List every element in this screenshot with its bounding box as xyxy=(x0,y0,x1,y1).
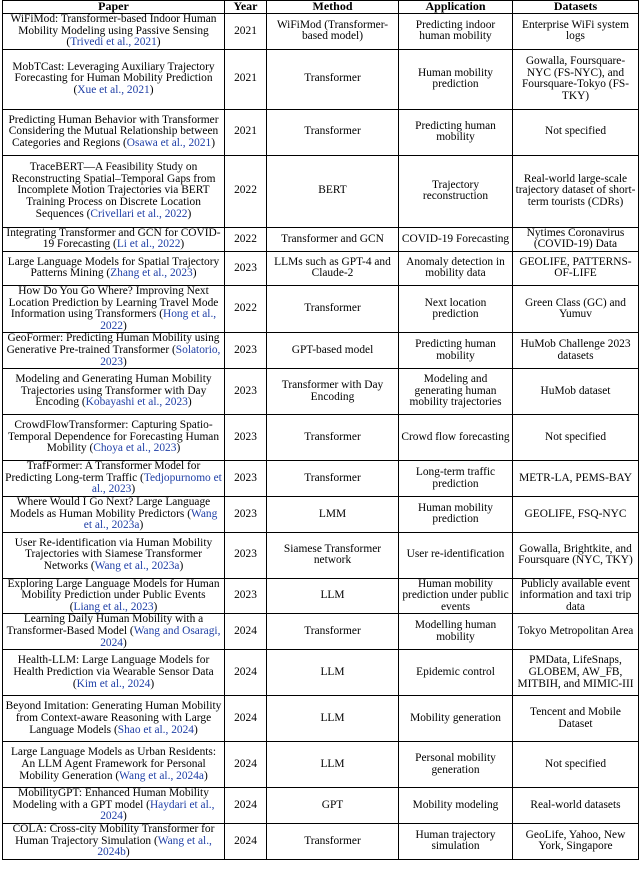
year-cell: 2024 xyxy=(225,650,267,696)
table-row xyxy=(3,333,639,369)
citation-close: ) xyxy=(203,769,208,782)
paper-title: Beyond Imitation: Generating Human Mobility from Context-aware Reasoning with Large Language Models ( xyxy=(5,700,222,736)
year-cell: 2023 xyxy=(225,251,267,285)
paper-title: Where Would I Go Next? Large Language Models as Human Mobility Predictors ( xyxy=(9,496,211,520)
application-cell: Modeling and generating human mobility trajectories xyxy=(399,369,513,415)
application-cell: User re-identification xyxy=(399,532,513,578)
datasets-cell: Not specified xyxy=(513,109,639,155)
header-row xyxy=(3,1,639,14)
method-cell: LLM xyxy=(267,650,399,696)
year-cell: 2022 xyxy=(225,227,267,251)
datasets-cell: Nytimes Coronavirus (COVID-19) Data xyxy=(513,227,639,251)
application-cell: Modelling human mobility xyxy=(399,614,513,650)
method-cell: LLM xyxy=(267,578,399,614)
year-cell: 2024 xyxy=(225,696,267,742)
citation-close: ) xyxy=(122,355,127,368)
paper-title: WiFiMod: Transformer-based Indoor Human Mobility Modeling using Passive Sensing ( xyxy=(10,13,217,49)
citation-link[interactable]: Kim et al., 2024 xyxy=(76,677,151,690)
citation-close: ) xyxy=(187,207,192,220)
year-cell: 2024 xyxy=(225,824,267,860)
application-cell: Long-term traffic prediction xyxy=(399,461,513,497)
citation-link[interactable]: Wang et al., 2023a xyxy=(94,559,180,572)
paper-cell xyxy=(3,824,225,860)
year-cell: 2024 xyxy=(225,742,267,788)
citation-close: ) xyxy=(153,600,158,613)
header-method: Method xyxy=(267,1,399,14)
paper-cell xyxy=(3,251,225,285)
method-cell: BERT xyxy=(267,155,399,227)
paper-title: MobilityGPT: Enhanced Human Mobility Modeling with a GPT model ( xyxy=(12,787,209,811)
paper-cell xyxy=(3,614,225,650)
paper-cell xyxy=(3,650,225,696)
paper-cell xyxy=(3,578,225,614)
citation-link[interactable]: Crivellari et al., 2022 xyxy=(90,207,188,220)
citation-link[interactable]: Li et al., 2022 xyxy=(116,238,181,251)
table-row xyxy=(3,824,639,860)
table-row xyxy=(3,14,639,50)
citation-close: ) xyxy=(139,519,144,532)
method-cell: LMM xyxy=(267,496,399,532)
header-year: Year xyxy=(225,1,267,14)
table-row xyxy=(3,251,639,285)
citation-close: ) xyxy=(180,238,185,251)
paper-cell xyxy=(3,155,225,227)
application-cell: Human trajectory simulation xyxy=(399,824,513,860)
citation-close: ) xyxy=(150,677,155,690)
papers-table xyxy=(2,0,639,860)
citation-link[interactable]: Kobayashi et al., 2023 xyxy=(85,396,188,409)
datasets-cell: HuMob dataset xyxy=(513,369,639,415)
header-application: Application xyxy=(399,1,513,14)
year-cell: 2023 xyxy=(225,415,267,461)
paper-title: User Re-identification via Human Mobility Trajectories with Siamese Transformer Networks ( xyxy=(14,536,213,572)
table-row xyxy=(3,788,639,824)
method-cell: Transformer xyxy=(267,614,399,650)
year-cell: 2021 xyxy=(225,49,267,109)
citation-link[interactable]: Xue et al., 2021 xyxy=(77,84,150,97)
paper-cell xyxy=(3,696,225,742)
paper-cell xyxy=(3,49,225,109)
year-cell: 2024 xyxy=(225,788,267,824)
year-cell: 2023 xyxy=(225,532,267,578)
paper-cell xyxy=(3,788,225,824)
application-cell: Human mobility prediction xyxy=(399,496,513,532)
datasets-cell: Not specified xyxy=(513,415,639,461)
paper-cell xyxy=(3,109,225,155)
application-cell: Next location prediction xyxy=(399,285,513,332)
year-cell: 2024 xyxy=(225,614,267,650)
year-cell: 2023 xyxy=(225,333,267,369)
table-row xyxy=(3,227,639,251)
datasets-cell: Publicly available event information and taxi trip data xyxy=(513,578,639,614)
application-cell: Predicting indoor human mobility xyxy=(399,14,513,50)
citation-link[interactable]: Wang and Osaragi, 2024 xyxy=(100,625,221,649)
citation-link[interactable]: Solatorio, 2023 xyxy=(100,343,221,368)
table-body xyxy=(3,14,639,860)
table-row xyxy=(3,109,639,155)
application-cell: Predicting human mobility xyxy=(399,333,513,369)
citation-link[interactable]: Choya et al., 2023 xyxy=(93,442,177,455)
paper-cell xyxy=(3,496,225,532)
table-row xyxy=(3,415,639,461)
citation-close: ) xyxy=(122,636,127,649)
method-cell: Transformer xyxy=(267,49,399,109)
citation-close: ) xyxy=(131,483,136,496)
citation-link[interactable]: Zhang et al., 2023 xyxy=(110,267,193,280)
method-cell: Transformer xyxy=(267,109,399,155)
year-cell: 2021 xyxy=(225,109,267,155)
datasets-cell: GEOLIFE, FSQ-NYC xyxy=(513,496,639,532)
paper-cell xyxy=(3,369,225,415)
paper-title: Health-LLM: Large Language Models for Health Prediction via Wearable Sensor Data ( xyxy=(13,654,214,690)
table-row xyxy=(3,461,639,497)
application-cell: Anomaly detection in mobility data xyxy=(399,251,513,285)
table-row xyxy=(3,532,639,578)
header-paper: Paper xyxy=(3,1,225,14)
application-cell: Predicting human mobility xyxy=(399,109,513,155)
citation-link[interactable]: Wang et al., 2024b xyxy=(97,834,212,859)
paper-cell xyxy=(3,415,225,461)
citation-close: ) xyxy=(149,84,154,97)
method-cell: Transformer xyxy=(267,415,399,461)
method-cell: WiFiMod (Transformer-based model) xyxy=(267,14,399,50)
method-cell: Transformer with Day Encoding xyxy=(267,369,399,415)
citation-close: ) xyxy=(156,36,161,49)
paper-title: Integrating Transformer and GCN for COVID-19 Forecasting ( xyxy=(6,227,221,251)
method-cell: Transformer xyxy=(267,285,399,332)
paper-title: Exploring Large Language Models for Human Mobility Prediction under Public Events ( xyxy=(7,578,220,613)
application-cell: Human mobility prediction under public events xyxy=(399,578,513,614)
datasets-cell: Tencent and Mobile Dataset xyxy=(513,696,639,742)
citation-link[interactable]: Wang et al., 2023a xyxy=(83,507,218,532)
application-cell: Trajectory reconstruction xyxy=(399,155,513,227)
year-cell: 2023 xyxy=(225,369,267,415)
citation-link[interactable]: Trivedi et al., 2021 xyxy=(70,36,157,49)
table-row xyxy=(3,696,639,742)
datasets-cell: HuMob Challenge 2023 datasets xyxy=(513,333,639,369)
datasets-cell: Gowalla, Foursquare-NYC (FS-NYC), and Foursquare-Tokyo (FS-TKY) xyxy=(513,49,639,109)
method-cell: Transformer and GCN xyxy=(267,227,399,251)
citation-close: ) xyxy=(192,267,197,280)
datasets-cell: Real-world datasets xyxy=(513,788,639,824)
table-row xyxy=(3,578,639,614)
table-row xyxy=(3,285,639,332)
datasets-cell: Not specified xyxy=(513,742,639,788)
datasets-cell: METR-LA, PEMS-BAY xyxy=(513,461,639,497)
datasets-cell: Tokyo Metropolitan Area xyxy=(513,614,639,650)
citation-link[interactable]: Hong et al., 2022 xyxy=(100,308,217,332)
method-cell: LLMs such as GPT-4 and Claude-2 xyxy=(267,251,399,285)
citation-close: ) xyxy=(211,137,216,150)
table-row xyxy=(3,614,639,650)
paper-title: Modeling and Generating Human Mobility Trajectories using Transformer with Day Encoding ( xyxy=(15,373,212,409)
application-cell: Mobility generation xyxy=(399,696,513,742)
header-datasets: Datasets xyxy=(513,1,639,14)
table-row xyxy=(3,369,639,415)
citation-close: ) xyxy=(187,396,192,409)
citation-link[interactable]: Shao et al., 2024 xyxy=(117,723,195,736)
datasets-cell: Green Class (GC) and Yumuv xyxy=(513,285,639,332)
paper-title: TrafFormer: A Transformer Model for Predicting Long-term Traffic ( xyxy=(5,460,201,484)
application-cell: Epidemic control xyxy=(399,650,513,696)
year-cell: 2022 xyxy=(225,155,267,227)
application-cell: Personal mobility generation xyxy=(399,742,513,788)
paper-cell xyxy=(3,227,225,251)
paper-cell xyxy=(3,532,225,578)
table-row xyxy=(3,742,639,788)
paper-title: COLA: Cross-city Mobility Transformer for Human Trajectory Simulation ( xyxy=(12,823,215,847)
application-cell: COVID-19 Forecasting xyxy=(399,227,513,251)
citation-close: ) xyxy=(194,723,198,736)
table-row xyxy=(3,650,639,696)
datasets-cell: GeoLife, Yahoo, New York, Singapore xyxy=(513,824,639,860)
citation-link[interactable]: Tedjopurnomo et al., 2023 xyxy=(91,471,222,496)
citation-close: ) xyxy=(179,559,184,572)
paper-title: Predicting Human Behavior with Transformer Considering the Mutual Relationship between Categories and Regions ( xyxy=(8,113,219,150)
citation-close: ) xyxy=(122,319,127,332)
datasets-cell: Gowalla, Brightkite, and Foursquare (NYC, TKY) xyxy=(513,532,639,578)
paper-title: GeoFormer: Predicting Human Mobility using Generative Pre-trained Transformer ( xyxy=(6,332,220,356)
paper-title: Learning Daily Human Mobility with a Transformer-Based Model ( xyxy=(6,613,204,638)
paper-title: TraceBERT—A Feasibility Study on Reconstructing Spatial–Temporal Gaps from Incomplete Motion Trajectories via BERT Training Process on Discrete Location Sequences ( xyxy=(11,161,216,220)
method-cell: Siamese Transformer network xyxy=(267,532,399,578)
year-cell: 2021 xyxy=(225,14,267,50)
year-cell: 2023 xyxy=(225,496,267,532)
citation-link[interactable]: Wang et al., 2024a xyxy=(119,769,204,782)
paper-title: Large Language Models as Urban Residents: An LLM Agent Framework for Personal Mobility Generation ( xyxy=(10,746,217,782)
paper-cell xyxy=(3,14,225,50)
table-row xyxy=(3,155,639,227)
datasets-cell: PMData, LifeSnaps, GLOBEM, AW_FB, MITBIH, and MIMIC-III xyxy=(513,650,639,696)
datasets-cell: Enterprise WiFi system logs xyxy=(513,14,639,50)
application-cell: Mobility modeling xyxy=(399,788,513,824)
table-row xyxy=(3,496,639,532)
paper-title: Large Language Models for Spatial Trajectory Patterns Mining ( xyxy=(7,255,220,280)
year-cell: 2023 xyxy=(225,461,267,497)
method-cell: GPT-based model xyxy=(267,333,399,369)
year-cell: 2023 xyxy=(225,578,267,614)
paper-title: How Do You Go Where? Improving Next Location Prediction by Learning Travel Mode Information using Transformers ( xyxy=(8,285,219,321)
method-cell: LLM xyxy=(267,742,399,788)
citation-close: ) xyxy=(125,846,130,859)
datasets-cell: GEOLIFE, PATTERNS-OF-LIFE xyxy=(513,251,639,285)
application-cell: Human mobility prediction xyxy=(399,49,513,109)
method-cell: GPT xyxy=(267,788,399,824)
method-cell: Transformer xyxy=(267,824,399,860)
method-cell: LLM xyxy=(267,696,399,742)
citation-link[interactable]: Liang et al., 2023 xyxy=(73,600,154,613)
citation-close: ) xyxy=(122,810,127,823)
citation-close: ) xyxy=(176,442,181,455)
table-row xyxy=(3,49,639,109)
method-cell: Transformer xyxy=(267,461,399,497)
datasets-cell: Real-world large-scale trajectory dataset of short-term tourists (CDRs) xyxy=(513,155,639,227)
citation-link[interactable]: Haydari et al., 2024 xyxy=(100,798,215,823)
paper-cell xyxy=(3,333,225,369)
paper-cell xyxy=(3,285,225,332)
paper-title: CrowdFlowTransformer: Capturing Spatio-Temporal Dependence for Forecasting Human Mobility ( xyxy=(7,419,220,455)
citation-link[interactable]: Osawa et al., 2021 xyxy=(126,137,212,150)
paper-cell xyxy=(3,461,225,497)
paper-cell xyxy=(3,742,225,788)
paper-title: MobTCast: Leveraging Auxiliary Trajectory Forecasting for Human Mobility Prediction ( xyxy=(12,60,215,97)
year-cell: 2022 xyxy=(225,285,267,332)
application-cell: Crowd flow forecasting xyxy=(399,415,513,461)
